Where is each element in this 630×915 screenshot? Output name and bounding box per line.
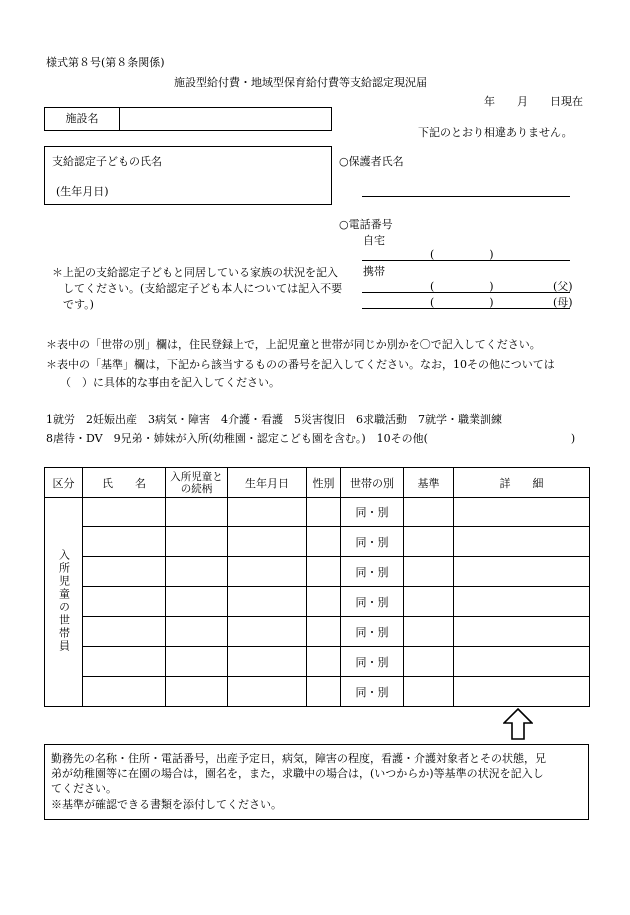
cell-details[interactable] bbox=[454, 557, 590, 587]
cell-gender[interactable] bbox=[307, 677, 341, 707]
cell-name[interactable] bbox=[83, 647, 166, 677]
cell-household[interactable]: 同・別 bbox=[341, 498, 404, 527]
child-info-box[interactable] bbox=[44, 146, 332, 205]
cell-household[interactable]: 同・別 bbox=[341, 617, 404, 647]
criteria-line-1: 1就労 2妊娠出産 3病気・障害 4介護・看護 5災害復旧 6求職活動 7就学・職業訓練 bbox=[46, 413, 502, 426]
header-category: 区分 bbox=[45, 468, 83, 498]
table-row bbox=[45, 587, 590, 617]
mobile-mother-line[interactable] bbox=[362, 308, 570, 309]
cell-household[interactable]: 同・別 bbox=[341, 527, 404, 557]
cell-household[interactable]: 同・別 bbox=[341, 587, 404, 617]
cell-household[interactable]: 同・別 bbox=[341, 677, 404, 707]
cell-relationship[interactable] bbox=[166, 587, 228, 617]
cell-birthdate[interactable] bbox=[228, 647, 307, 677]
cell-birthdate[interactable] bbox=[228, 587, 307, 617]
cell-birthdate[interactable] bbox=[228, 677, 307, 707]
form-title: 施設型給付費・地域型保育給付費等支給認定現況届 bbox=[174, 76, 427, 89]
cell-birthdate[interactable] bbox=[228, 527, 307, 557]
guardian-name-line[interactable] bbox=[362, 196, 570, 197]
header-details: 詳 細 bbox=[454, 468, 590, 498]
criteria-line-2: 8虐待・DV 9兄弟・姉妹が入所(幼稚園・認定こども園を含む。) 10その他( ) bbox=[46, 432, 576, 445]
mobile-mother-paren: ( ) bbox=[430, 296, 494, 309]
table-row bbox=[45, 617, 590, 647]
family-note: ＊上記の支給認定子どもと同居している家族の状況を記入してください。(支給認定子ども本人については記入不要です。) bbox=[52, 266, 343, 311]
cell-name[interactable] bbox=[83, 498, 166, 527]
details-note-line-4: ※基準が確認できる書類を添付してください。 bbox=[51, 798, 282, 811]
form-number: 様式第８号(第８条関係) bbox=[46, 56, 165, 69]
cell-relationship[interactable] bbox=[166, 498, 228, 527]
details-note-line-2: 弟が幼稚園等に在園の場合は，園名を，また，求職中の場合は，(いつからか)等基準の状況を記入し bbox=[51, 767, 544, 780]
table-row bbox=[45, 677, 590, 707]
instruction-household: ＊表中の「世帯の別」欄は，住民登録上で，上記児童と世帯が同じか別かを〇で記入してください。 bbox=[46, 338, 541, 351]
header-gender: 性別 bbox=[307, 468, 341, 498]
instruction-criteria: ＊表中の「基準」欄は，下記から該当するものの番号を記入してください。なお，10その他については bbox=[46, 358, 555, 371]
cell-relationship[interactable] bbox=[166, 617, 228, 647]
mother-label: (母) bbox=[553, 296, 573, 309]
cell-details[interactable] bbox=[454, 647, 590, 677]
cell-details[interactable] bbox=[454, 498, 590, 527]
facility-value[interactable] bbox=[120, 108, 331, 130]
details-note-line-3: てください。 bbox=[51, 782, 117, 795]
cell-gender[interactable] bbox=[307, 617, 341, 647]
mobile-father-paren: ( ) bbox=[430, 280, 494, 293]
header-household: 世帯の別 bbox=[341, 468, 404, 498]
details-note-line-1: 勤務先の名称・住所・電話番号，出産予定日，病気，障害の程度，看護・介護対象者とその状態，兄 bbox=[51, 752, 546, 765]
cell-relationship[interactable] bbox=[166, 557, 228, 587]
cell-gender[interactable] bbox=[307, 498, 341, 527]
mobile-label: 携帯 bbox=[363, 265, 385, 278]
cell-name[interactable] bbox=[83, 587, 166, 617]
cell-relationship[interactable] bbox=[166, 647, 228, 677]
cell-name[interactable] bbox=[83, 557, 166, 587]
cell-criteria[interactable] bbox=[404, 527, 454, 557]
facility-label: 施設名 bbox=[45, 108, 120, 130]
cell-criteria[interactable] bbox=[404, 557, 454, 587]
row-group-label bbox=[45, 498, 83, 707]
child-name-label: 支給認定子どもの氏名 bbox=[52, 155, 162, 168]
date-line: 年 月 日現在 bbox=[484, 95, 583, 108]
cell-details[interactable] bbox=[454, 617, 590, 647]
cell-household[interactable]: 同・別 bbox=[341, 557, 404, 587]
header-name: 氏 名 bbox=[83, 468, 166, 498]
cell-gender[interactable] bbox=[307, 587, 341, 617]
table-header-row bbox=[45, 468, 590, 498]
row-group-label-text: 入所児童の世帯員 bbox=[57, 548, 71, 653]
arrow-up-icon bbox=[503, 708, 533, 740]
phone-label: ○電話番号 bbox=[339, 218, 393, 231]
cell-gender[interactable] bbox=[307, 557, 341, 587]
cell-details[interactable] bbox=[454, 677, 590, 707]
table-row bbox=[45, 498, 590, 527]
header-birthdate: 生年月日 bbox=[228, 468, 307, 498]
father-label: (父) bbox=[553, 280, 573, 293]
cell-name[interactable] bbox=[83, 677, 166, 707]
table-row bbox=[45, 527, 590, 557]
cell-birthdate[interactable] bbox=[228, 617, 307, 647]
declaration: 下記のとおり相違ありません。 bbox=[418, 126, 573, 139]
cell-criteria[interactable] bbox=[404, 617, 454, 647]
cell-details[interactable] bbox=[454, 527, 590, 557]
table-row bbox=[45, 557, 590, 587]
home-paren: ( ) bbox=[430, 248, 494, 261]
table-row bbox=[45, 647, 590, 677]
cell-gender[interactable] bbox=[307, 647, 341, 677]
cell-household[interactable]: 同・別 bbox=[341, 647, 404, 677]
cell-criteria[interactable] bbox=[404, 647, 454, 677]
header-relationship: 入所児童との続柄 bbox=[166, 468, 228, 498]
cell-relationship[interactable] bbox=[166, 527, 228, 557]
cell-criteria[interactable] bbox=[404, 587, 454, 617]
cell-name[interactable] bbox=[83, 527, 166, 557]
household-table bbox=[44, 467, 590, 707]
home-label: 自宅 bbox=[363, 234, 385, 247]
cell-birthdate[interactable] bbox=[228, 557, 307, 587]
guardian-name-label: ○保護者氏名 bbox=[339, 155, 404, 168]
cell-criteria[interactable] bbox=[404, 677, 454, 707]
child-birth-label: (生年月日) bbox=[56, 185, 109, 198]
cell-relationship[interactable] bbox=[166, 677, 228, 707]
cell-birthdate[interactable] bbox=[228, 498, 307, 527]
cell-name[interactable] bbox=[83, 617, 166, 647]
details-note-box bbox=[44, 744, 589, 820]
header-criteria: 基準 bbox=[404, 468, 454, 498]
cell-criteria[interactable] bbox=[404, 498, 454, 527]
mobile-father-line[interactable] bbox=[362, 292, 570, 293]
cell-gender[interactable] bbox=[307, 527, 341, 557]
home-phone-line[interactable] bbox=[362, 260, 570, 261]
cell-details[interactable] bbox=[454, 587, 590, 617]
instruction-other: （ ）に具体的な事由を記入してください。 bbox=[60, 376, 280, 389]
facility-field[interactable] bbox=[44, 107, 332, 131]
